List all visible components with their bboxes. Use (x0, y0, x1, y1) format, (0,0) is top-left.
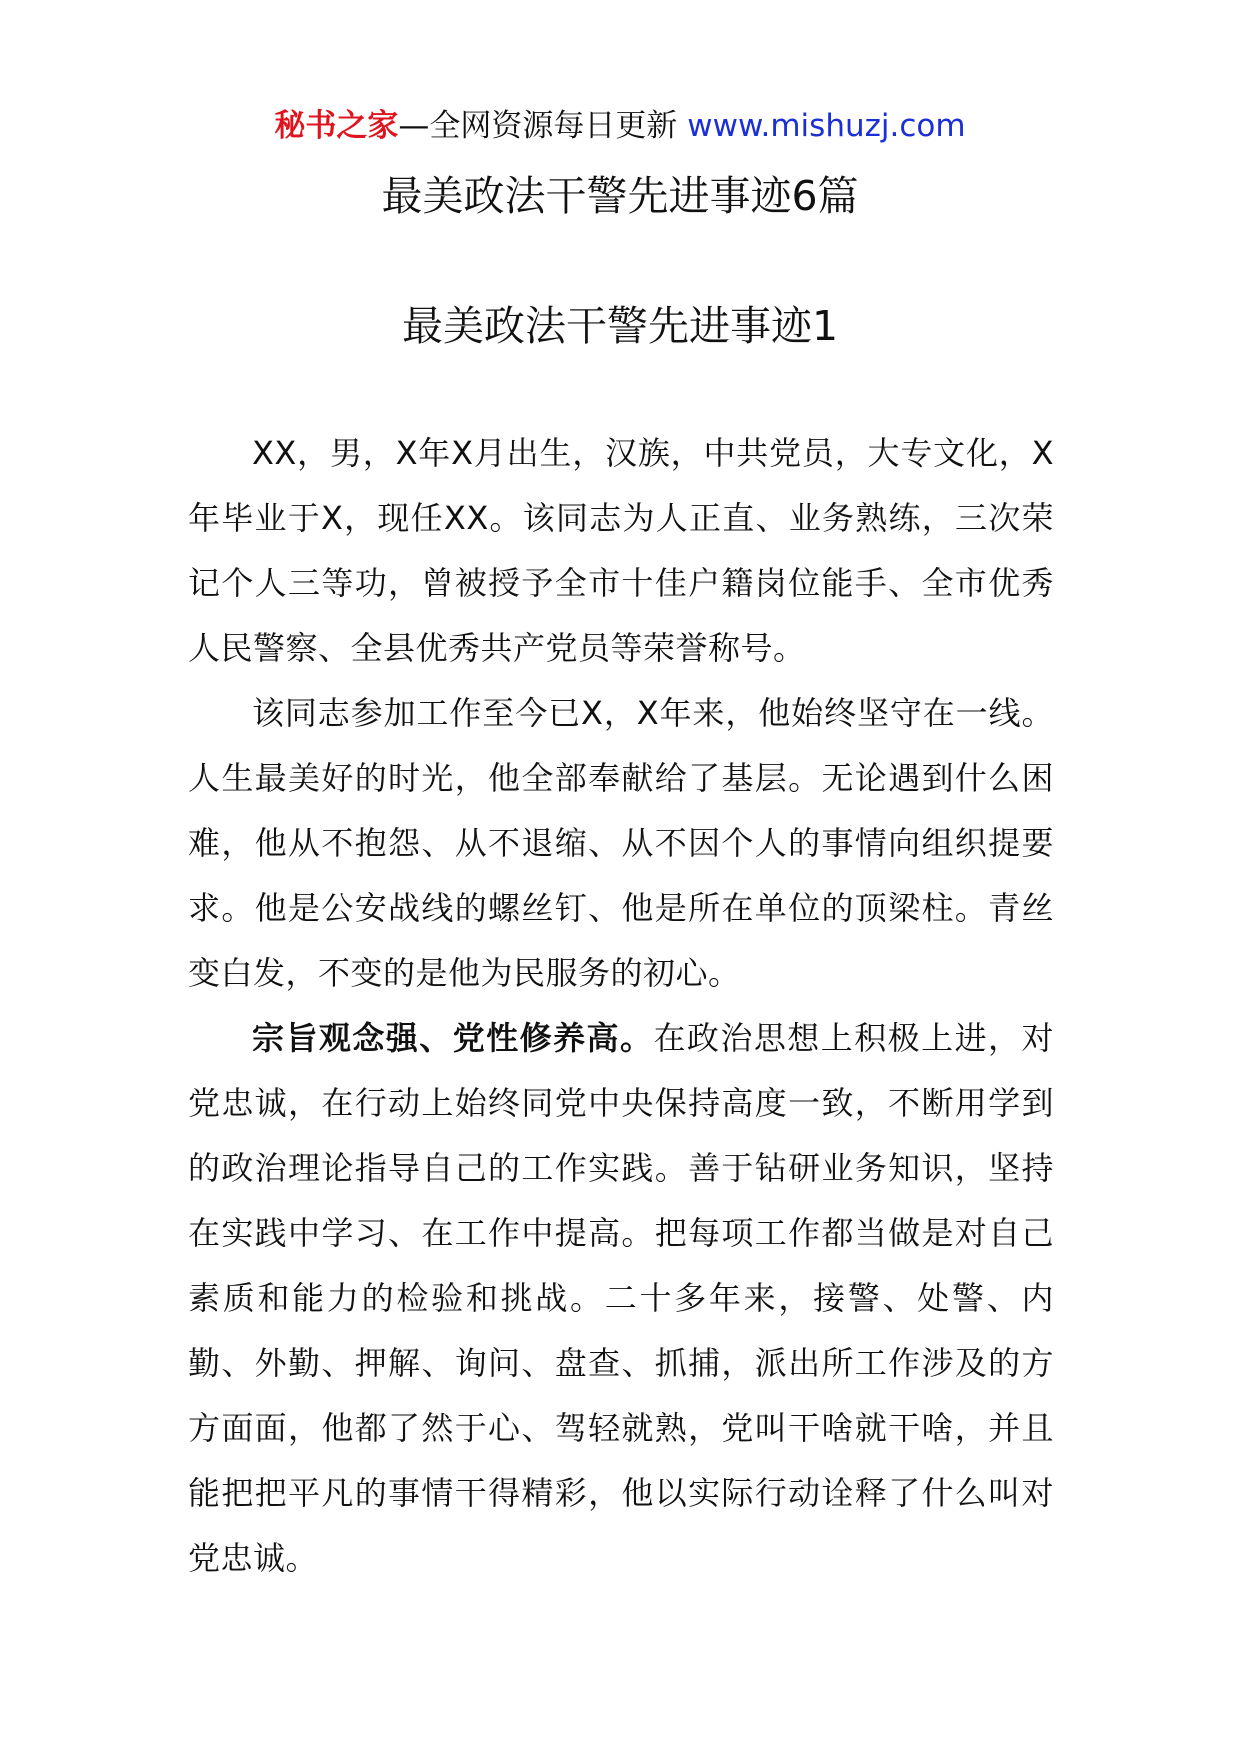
paragraph-1 (188, 421, 1054, 681)
paragraph-lead: 宗旨观念强、党性修养高。 (252, 1019, 654, 1057)
paragraph-text: XX，男，X年X月出生，汉族，中共党员，大专文化，X年毕业于X，现任XX。该同志为人正直、业务熟练，三次荣记个人三等功，曾被授予全市十佳户籍岗位能手、全市优秀人民警察、全县优秀共产党员等荣誉称号。 (188, 434, 1054, 667)
paragraph-3 (188, 1006, 1054, 1591)
section-title: 最美政法干警先进事迹1 (401, 302, 839, 350)
brand-name: 秘书之家 (274, 108, 399, 144)
site-tagline: —全网资源每日更新 (398, 108, 688, 144)
document-body (188, 421, 1054, 1591)
paragraph-text: 该同志参加工作至今已X，X年来，他始终坚守在一线。人生最美好的时光，他全部奉献给了基层。无论遇到什么困难，他从不抱怨、从不退缩、从不因个人的事情向组织提要求。他是公安战线的螺丝钉、他是所在单位的顶梁柱。青丝变白发，不变的是他为民服务的初心。 (188, 694, 1054, 992)
document-title: 最美政法干警先进事迹6篇 (381, 172, 859, 220)
site-header (0, 104, 1240, 148)
site-url-link[interactable]: www.mishuzj.com (687, 108, 966, 144)
paragraph-2 (188, 681, 1054, 1006)
paragraph-text: 在政治思想上积极上进，对党忠诚，在行动上始终同党中央保持高度一致，不断用学到的政治理论指导自己的工作实践。善于钻研业务知识，坚持在实践中学习、在工作中提高。把每项工作都当做是对自己素质和能力的检验和挑战。二十多年来，接警、处警、内勤、外勤、押解、询问、盘查、抓捕，派出所工作涉及的方方面面，他都了然于心、驾轻就熟，党叫干啥就干啥，并且能把把平凡的事情干得精彩，他以实际行动诠释了什么叫对党忠诚。 (188, 1019, 1054, 1577)
